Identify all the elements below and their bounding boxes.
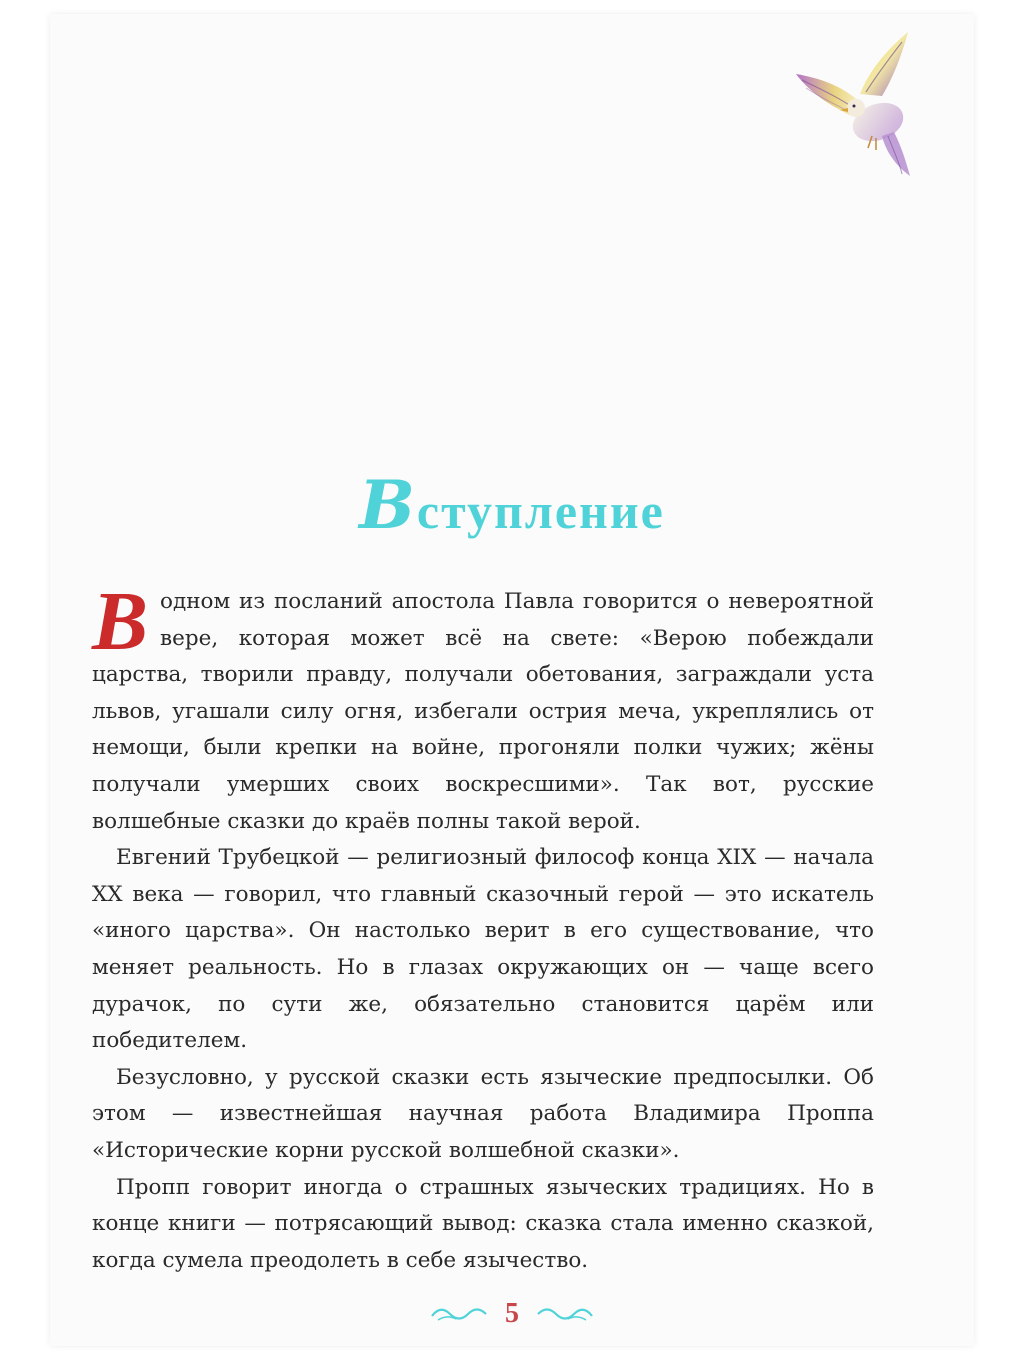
chapter-title-initial: В (359, 466, 417, 544)
paragraph-2: Евгений Трубецкой — религиозный философ конца XIX — начала XX века — говорил, что главный сказочный герой — это искатель «иного царства». Он настолько верит в его существование, что меняет реальность. Но в глазах окружающих он — чаще всего дурачок, по сути же, обязательно становится царём или победителем. (92, 845, 874, 1054)
paragraph-1 (92, 575, 874, 840)
page-footer (0, 1296, 1024, 1330)
bird-illustration-icon (790, 24, 922, 182)
chapter-body (92, 575, 874, 1279)
wave-ornament-left-icon (430, 1304, 490, 1324)
page-number: 5 (505, 1297, 519, 1329)
drop-cap: В (92, 575, 149, 668)
paragraph-1-text: одном из посланий апостола Павла говорится о невероятной вере, которая может всё на свете: «Верою побеждали царства, творили правду, получали обетования, заграждали уста львов, угашали силу огня, избегали острия меча, укреплялись от немощи, были крепки на войне, прогоняли полки чужих; жёны получали умерших своих воскресшими». Так вот, русские волшебные сказки до краёв полны такой верой. (92, 589, 874, 834)
paragraph-4: Пропп говорит иногда о страшных языческих традициях. Но в конце книги — потрясающий вывод: сказка стала именно сказкой, когда сумела преодолеть в себе язычество. (92, 1174, 874, 1273)
chapter-title-rest: ступление (416, 483, 665, 539)
wave-ornament-right-icon (534, 1304, 594, 1324)
paragraph-3: Безусловно, у русской сказки есть языческие предпосылки. Об этом — известнейшая научная работа Владимира Проппа «Исторические корни русской волшебной сказки». (92, 1064, 874, 1163)
chapter-title (0, 466, 1024, 544)
